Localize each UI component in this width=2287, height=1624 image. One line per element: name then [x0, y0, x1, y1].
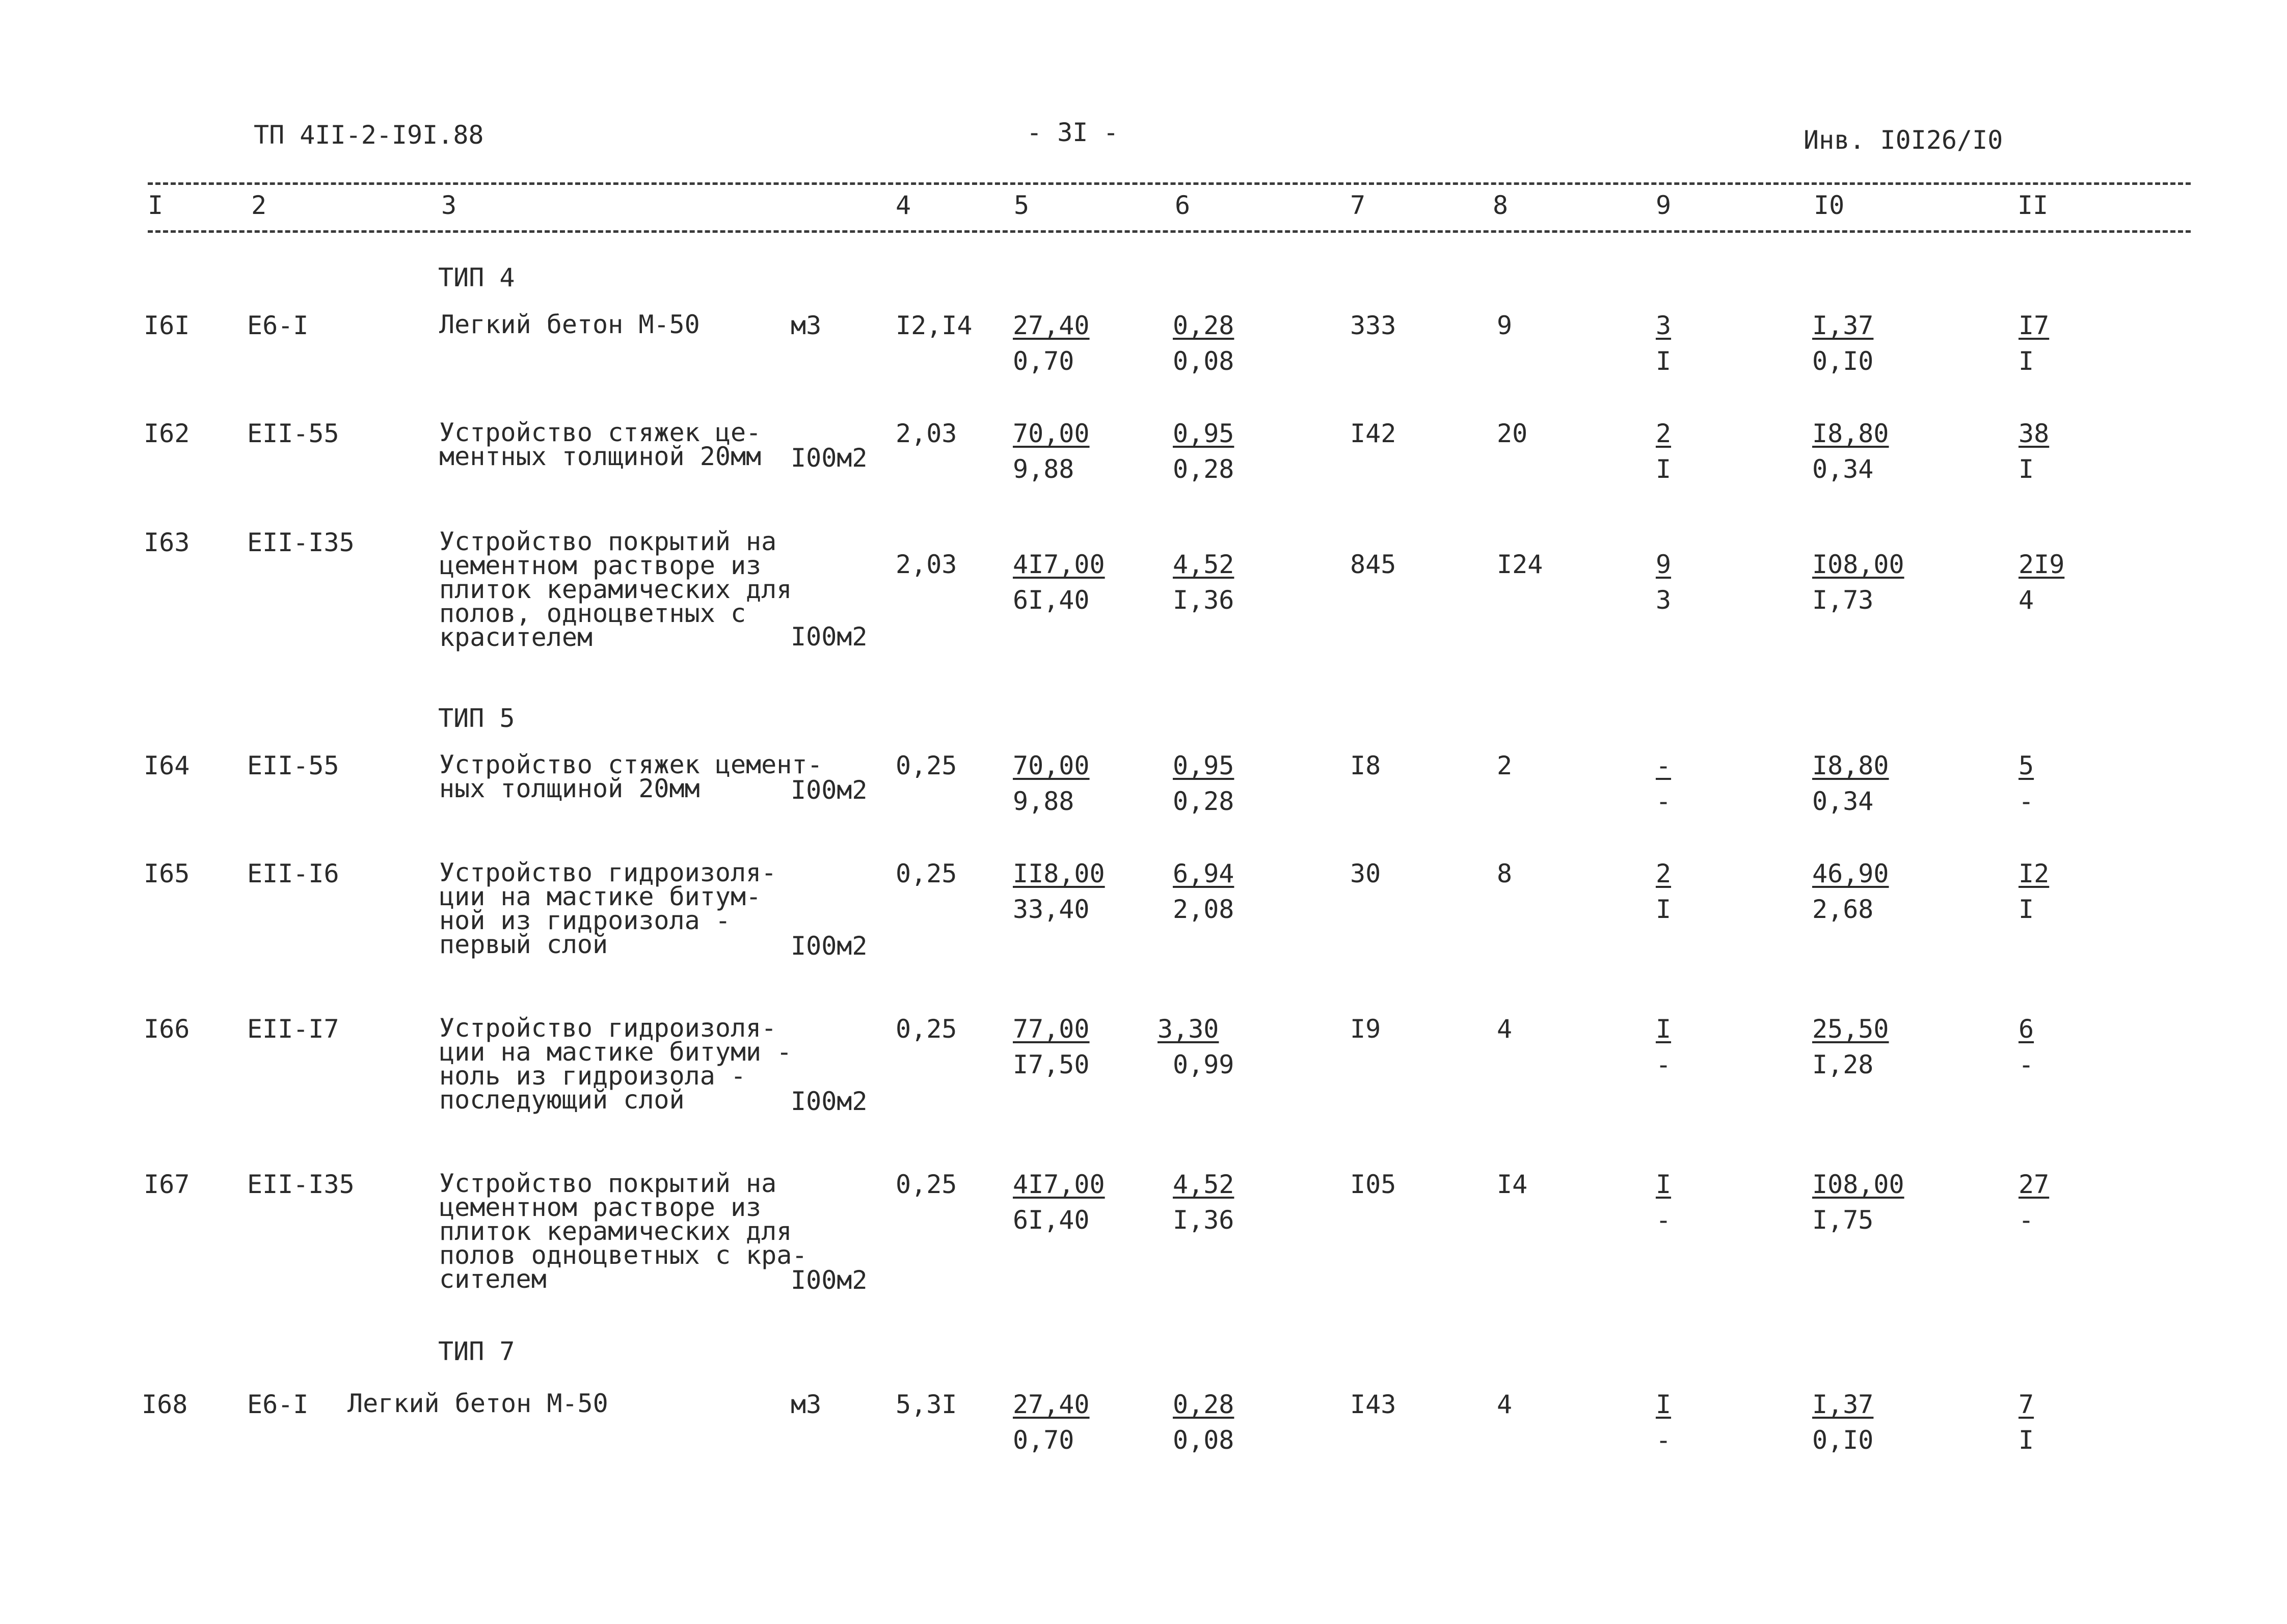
price-total: 27,40: [1013, 1390, 1090, 1419]
labor-machinist-per-unit: 0,I0: [1812, 346, 1874, 376]
labor-per-unit: 25,50: [1812, 1014, 1889, 1044]
labor-machinist-total: I: [2019, 454, 2034, 484]
section-header: ТИП 4: [438, 263, 515, 292]
machine-wages: 3: [1655, 585, 1672, 615]
operation-wages: 0,08: [1173, 1425, 1234, 1455]
price-total: 70,00: [1013, 419, 1090, 448]
wages-total: I4: [1497, 1170, 1528, 1199]
wages-total: I24: [1497, 550, 1543, 579]
cost-total: I43: [1350, 1390, 1396, 1419]
price-total: II8,00: [1013, 859, 1105, 888]
work-description: Устройство стяжек цемент- ных толщиной 20мм: [439, 750, 823, 803]
machine-wages: I: [1655, 895, 1672, 924]
unit: I00м2: [791, 443, 868, 473]
labor-per-unit: I8,80: [1812, 751, 1889, 780]
price-wages: 33,40: [1013, 895, 1090, 924]
labor-per-unit: I08,00: [1812, 1170, 1904, 1199]
labor-total: I7: [2019, 311, 2050, 340]
labor-total: 38: [2019, 419, 2050, 448]
norm-code: ЕII-I7: [247, 1014, 339, 1044]
norm-code: ЕII-55: [247, 751, 339, 780]
quantity: 0,25: [896, 1170, 957, 1199]
labor-machinist-total: I: [2019, 1425, 2034, 1455]
machine-cost: I: [1655, 1014, 1672, 1044]
page-number: - 3I -: [1027, 118, 1119, 147]
operation-cost: 4,52: [1173, 1170, 1234, 1199]
row-number: I65: [144, 859, 190, 888]
work-description: Устройство гидроизоля- ции на мастике битуми - ноль из гидроизола - последующий слой: [439, 1013, 792, 1115]
labor-machinist-total: -: [2019, 787, 2034, 816]
operation-cost: 0,28: [1173, 1390, 1234, 1419]
quantity: 0,25: [896, 859, 957, 888]
column-header: 5: [1014, 191, 1030, 220]
price-total: 77,00: [1013, 1014, 1090, 1044]
price-wages: 0,70: [1013, 346, 1074, 376]
row-number: I68: [142, 1390, 188, 1419]
labor-machinist-per-unit: I,73: [1812, 585, 1874, 615]
row-number: I67: [144, 1170, 190, 1199]
column-header: I0: [1814, 191, 1845, 220]
quantity: 0,25: [896, 751, 957, 780]
machine-cost: 2: [1655, 859, 1672, 888]
labor-machinist-per-unit: I,75: [1812, 1205, 1874, 1235]
quantity: 2,03: [896, 419, 957, 448]
unit: I00м2: [791, 931, 868, 961]
labor-machinist-total: I: [2019, 895, 2034, 924]
column-header: 9: [1656, 191, 1672, 220]
work-description: Устройство покрытий на цементном растворе из плиток керамических для полов, одноцветных с красителем: [439, 527, 792, 652]
machine-cost: 3: [1655, 311, 1672, 340]
labor-per-unit: I08,00: [1812, 550, 1904, 579]
quantity: 2,03: [896, 550, 957, 579]
price-wages: 9,88: [1013, 787, 1074, 816]
wages-total: 2: [1497, 751, 1513, 780]
cost-total: I8: [1350, 751, 1381, 780]
wages-total: 9: [1497, 311, 1513, 340]
quantity: 0,25: [896, 1014, 957, 1044]
column-header: 6: [1175, 191, 1191, 220]
machine-wages: I: [1655, 454, 1672, 484]
operation-cost: 4,52: [1173, 550, 1234, 579]
labor-machinist-total: I: [2019, 346, 2034, 376]
section-header: ТИП 5: [438, 703, 515, 733]
cost-total: 845: [1350, 550, 1396, 579]
column-header: 8: [1493, 191, 1509, 220]
wages-total: 4: [1497, 1014, 1513, 1044]
labor-total: I2: [2019, 859, 2050, 888]
price-total: 4I7,00: [1013, 1170, 1105, 1199]
operation-cost: 0,95: [1173, 751, 1234, 780]
quantity: I2,I4: [896, 311, 973, 340]
unit: I00м2: [791, 775, 868, 805]
labor-total: 2I9: [2019, 550, 2065, 579]
unit: м3: [791, 1390, 822, 1419]
machine-wages: -: [1655, 1205, 1672, 1235]
column-header: I: [148, 191, 164, 220]
column-header: 7: [1350, 191, 1366, 220]
column-header: II: [2017, 191, 2049, 220]
header-bottom-rule: [148, 230, 2191, 233]
operation-cost: 6,94: [1173, 859, 1234, 888]
row-number: I64: [144, 751, 190, 780]
labor-machinist-total: 4: [2019, 585, 2034, 615]
wages-total: 4: [1497, 1390, 1513, 1419]
price-wages: 6I,40: [1013, 1205, 1090, 1235]
unit: I00м2: [791, 622, 868, 652]
labor-machinist-per-unit: I,28: [1812, 1050, 1874, 1079]
operation-cost: 3,30: [1158, 1014, 1219, 1044]
machine-wages: -: [1655, 787, 1672, 816]
labor-total: 5: [2019, 751, 2034, 780]
work-description: Устройство гидроизоля- ции на мастике битум- ной из гидроизола - первый слой: [439, 858, 777, 959]
machine-wages: I: [1655, 346, 1672, 376]
operation-wages: 2,08: [1173, 895, 1234, 924]
machine-wages: -: [1655, 1050, 1672, 1079]
unit: м3: [791, 311, 822, 340]
section-header: ТИП 7: [438, 1337, 515, 1366]
work-description: Легкий бетон М-50: [347, 1389, 608, 1418]
labor-per-unit: I8,80: [1812, 419, 1889, 448]
norm-code: ЕII-55: [247, 419, 339, 448]
column-header: 2: [251, 191, 267, 220]
price-total: 70,00: [1013, 751, 1090, 780]
quantity: 5,3I: [896, 1390, 957, 1419]
machine-cost: 2: [1655, 419, 1672, 448]
machine-wages: -: [1655, 1425, 1672, 1455]
wages-total: 8: [1497, 859, 1513, 888]
labor-per-unit: I,37: [1812, 311, 1874, 340]
price-wages: I7,50: [1013, 1050, 1090, 1079]
cost-total: 333: [1350, 311, 1396, 340]
machine-cost: I: [1655, 1390, 1672, 1419]
labor-per-unit: I,37: [1812, 1390, 1874, 1419]
operation-wages: 0,99: [1173, 1050, 1234, 1079]
labor-total: 27: [2019, 1170, 2050, 1199]
labor-total: 7: [2019, 1390, 2034, 1419]
cost-total: 30: [1350, 859, 1381, 888]
labor-machinist-per-unit: 2,68: [1812, 895, 1874, 924]
work-description: Устройство стяжек це- ментных толщиной 20мм: [439, 418, 762, 471]
work-description: Устройство покрытий на цементном растворе из плиток керамических для полов одноцветных с кра- сителем: [439, 1169, 808, 1294]
unit: I00м2: [791, 1087, 868, 1116]
row-number: I62: [144, 419, 190, 448]
machine-cost: I: [1655, 1170, 1672, 1199]
price-total: 27,40: [1013, 311, 1090, 340]
row-number: I66: [144, 1014, 190, 1044]
norm-code: Е6-I: [247, 1390, 309, 1419]
operation-wages: I,36: [1173, 1205, 1234, 1235]
machine-cost: 9: [1655, 550, 1672, 579]
labor-per-unit: 46,90: [1812, 859, 1889, 888]
norm-code: ЕII-I35: [247, 1170, 355, 1199]
column-header: 4: [896, 191, 911, 220]
norm-code: ЕII-I35: [247, 528, 355, 557]
price-wages: 0,70: [1013, 1425, 1074, 1455]
document-code: ТП 4II-2-I9I.88: [254, 120, 484, 150]
cost-total: I42: [1350, 419, 1396, 448]
cost-total: I9: [1350, 1014, 1381, 1044]
labor-machinist-per-unit: 0,I0: [1812, 1425, 1874, 1455]
price-wages: 9,88: [1013, 454, 1074, 484]
cost-total: I05: [1350, 1170, 1396, 1199]
wages-total: 20: [1497, 419, 1528, 448]
norm-code: ЕII-I6: [247, 859, 339, 888]
row-number: I63: [144, 528, 190, 557]
labor-machinist-total: -: [2019, 1205, 2034, 1235]
work-description: Легкий бетон М-50: [439, 310, 700, 339]
machine-cost: -: [1655, 751, 1672, 780]
price-wages: 6I,40: [1013, 585, 1090, 615]
operation-wages: 0,28: [1173, 454, 1234, 484]
inventory-number: Инв. I0I26/I0: [1804, 125, 2003, 155]
column-header: 3: [441, 191, 457, 220]
labor-machinist-per-unit: 0,34: [1812, 787, 1874, 816]
norm-code: Е6-I: [247, 311, 309, 340]
labor-machinist-total: -: [2019, 1050, 2034, 1079]
operation-cost: 0,28: [1173, 311, 1234, 340]
operation-wages: I,36: [1173, 585, 1234, 615]
unit: I00м2: [791, 1265, 868, 1295]
operation-cost: 0,95: [1173, 419, 1234, 448]
operation-wages: 0,08: [1173, 346, 1234, 376]
operation-wages: 0,28: [1173, 787, 1234, 816]
price-total: 4I7,00: [1013, 550, 1105, 579]
row-number: I6I: [144, 311, 190, 340]
header-top-rule: [148, 182, 2191, 185]
labor-total: 6: [2019, 1014, 2034, 1044]
labor-machinist-per-unit: 0,34: [1812, 454, 1874, 484]
